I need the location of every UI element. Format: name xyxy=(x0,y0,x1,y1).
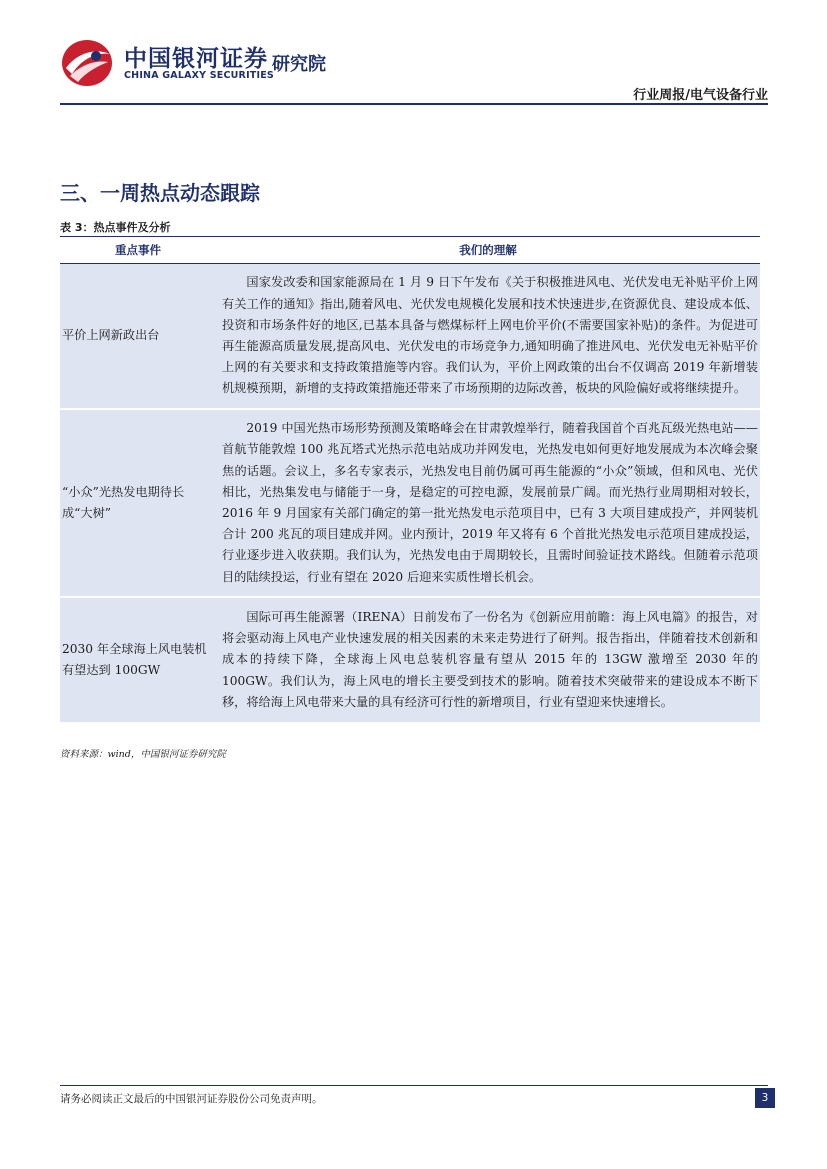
table-row xyxy=(60,597,760,722)
analysis-cell: 2019 中国光热市场形势预测及策略峰会在甘肃敦煌举行，随着我国首个百兆瓦级光热电站——首航节能敦煌 100 兆瓦塔式光热示范电站成功并网发电，光热发电如何更好地发展成为本次峰会聚焦的话题。会议上，多名专家表示，光热发电目前仍属可再生能源的“小众”领域，但和风电、光伏相比，光热集发电与储能于一身，是稳定的可控电源，发展前景广阔。而光热行业周期相对较长，2016 年 9 月国家有关部门确定的第一批光热发电示范项目中，已有 3 大项目建成投产，并网装机合计 200 兆瓦的项目建成并网。业内预计，2019 年又将有 6 个首批光热发电示范项目建成投运，行业逐步进入收获期。我们认为，光热发电由于周期较长，且需时间验证技术路线。但随着示范项目的陆续投运，行业有望在 2020 后迎来实质性增长机会。 xyxy=(216,409,760,597)
page-header xyxy=(60,34,768,104)
table-source: 资料来源：wind，中国银河证券研究院 xyxy=(60,749,226,760)
brand-name-en: CHINA GALAXY SECURITIES xyxy=(124,70,274,81)
column-header-analysis: 我们的理解 xyxy=(216,237,760,264)
page-number: 3 xyxy=(755,1088,775,1108)
event-cell: 平价上网新政出台 xyxy=(60,264,216,410)
column-header-event: 重点事件 xyxy=(60,237,216,264)
table-row xyxy=(60,264,760,410)
footer-divider xyxy=(60,1085,768,1086)
header-divider xyxy=(60,103,768,105)
galaxy-logo-icon xyxy=(60,38,114,88)
section-title: 三、一周热点动态跟踪 xyxy=(60,181,260,205)
disclaimer: 请务必阅读正文最后的中国银河证券股份公司免责声明。 xyxy=(60,1093,323,1105)
analysis-cell: 国际可再生能源署（IRENA）日前发布了一份名为《创新应用前瞻：海上风电篇》的报告，对将会驱动海上风电产业快速发展的相关因素的未来走势进行了研判。报告指出，伴随着技术创新和成本的持续下降，全球海上风电总装机容量有望从 2015 年的 13GW 激增至 2030 年的 100GW。我们认为，海上风电的增长主要受到技术的影响。随着技术突破带来的建设成本不断下移，将给海上风电带来大量的具有经济可行性的新增项目，行业有望迎来快速增长。 xyxy=(216,597,760,722)
table-row xyxy=(60,409,760,597)
report-type: 行业周报/电气设备行业 xyxy=(633,88,768,103)
hot-events-table xyxy=(60,236,760,722)
table-caption: 表 3：热点事件及分析 xyxy=(60,221,171,234)
analysis-cell: 国家发改委和国家能源局在 1 月 9 日下午发布《关于积极推进风电、光伏发电无补贴平价上网有关工作的通知》指出,随着风电、光伏发电规模化发展和技术快速进步,在资源优良、建设成本低、投资和市场条件好的地区,已基本具备与燃煤标杆上网电价平价(不需要国家补贴)的条件。为促进可再生能源高质量发展,提高风电、光伏发电的市场竞争力,通知明确了推进风电、光伏发电无补贴平价上网的有关要求和支持政策措施等内容。我们认为，平价上网政策的出台不仅调高 2019 年新增装机规模预期，新增的支持政策措施还带来了市场预期的边际改善，板块的风险偏好或将继续提升。 xyxy=(216,264,760,410)
institute-name: 研究院 xyxy=(272,54,326,75)
event-cell: “小众”光热发电期待长成“大树” xyxy=(60,409,216,597)
event-cell: 2030 年全球海上风电装机有望达到 100GW xyxy=(60,597,216,722)
table-header-row xyxy=(60,237,760,264)
brand-name-cn: 中国银河证券 xyxy=(124,46,268,72)
